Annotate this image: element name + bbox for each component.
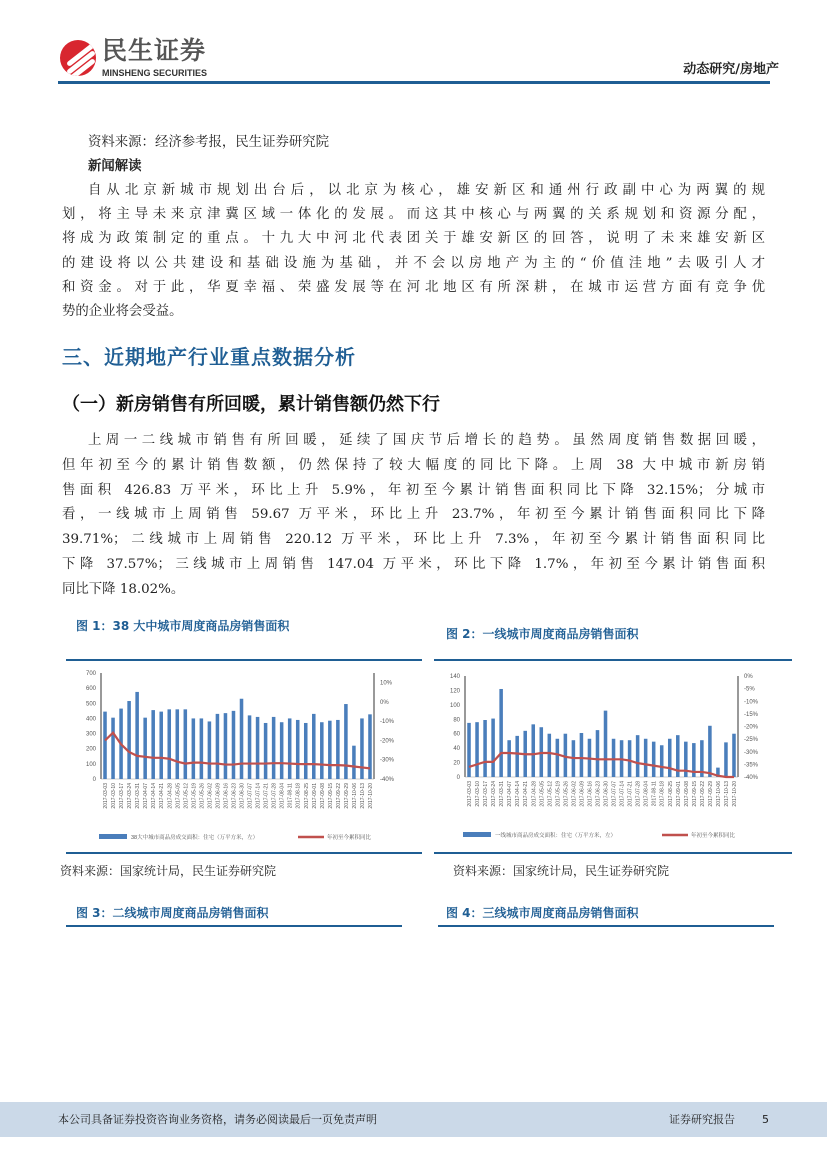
figure-2-bottom-rule bbox=[434, 852, 792, 854]
y2-tick-label: -20% bbox=[380, 738, 395, 745]
bar bbox=[636, 735, 640, 777]
x-tick-label: 2017-06-23 bbox=[595, 781, 602, 807]
x-tick-label: 2017-03-10 bbox=[475, 781, 482, 807]
x-tick-label: 2017-07-21 bbox=[627, 781, 634, 807]
logo-text-cn: 民生证券 bbox=[102, 36, 207, 65]
bar bbox=[143, 718, 147, 779]
x-tick-label: 2017-03-17 bbox=[483, 781, 490, 807]
y-tick-label: 80 bbox=[453, 717, 460, 724]
x-tick-label: 2017-04-21 bbox=[159, 783, 166, 809]
text-line: 和资金。对于此，华夏幸福、荣盛发展等在河北地区有所深耕，在城市运营方面有竞争优 bbox=[62, 279, 765, 295]
y-tick-label: 0 bbox=[456, 775, 460, 781]
bar bbox=[644, 739, 648, 777]
x-tick-label: 2017-04-28 bbox=[531, 781, 538, 807]
y-tick-label: 20 bbox=[453, 760, 460, 767]
x-tick-label: 2017-08-04 bbox=[643, 781, 650, 807]
bar bbox=[336, 720, 340, 779]
x-tick-label: 2017-05-12 bbox=[547, 781, 554, 807]
y2-tick-label: -40% bbox=[380, 777, 395, 783]
y-tick-label: 60 bbox=[453, 731, 460, 738]
x-tick-label: 2017-08-11 bbox=[651, 781, 658, 807]
bar bbox=[127, 701, 131, 779]
y2-tick-label: -35% bbox=[744, 762, 759, 769]
bar bbox=[167, 709, 171, 779]
x-tick-label: 2017-05-12 bbox=[183, 783, 190, 809]
y2-tick-label: -40% bbox=[744, 775, 759, 781]
y-tick-label: 140 bbox=[449, 674, 460, 680]
x-tick-label: 2017-07-14 bbox=[619, 781, 626, 807]
x-tick-label: 2017-03-03 bbox=[467, 781, 474, 807]
text-line: 的建设将以公共建设和基础设施为基础，并不会以房地产为主的“价值洼地”去吸引人才 bbox=[62, 255, 765, 271]
x-tick-label: 2017-10-13 bbox=[359, 783, 366, 809]
x-tick-label: 2017-04-21 bbox=[523, 781, 530, 807]
x-tick-label: 2017-09-15 bbox=[327, 783, 334, 809]
x-tick-label: 2017-09-29 bbox=[343, 783, 350, 809]
minsheng-logo-icon bbox=[60, 40, 96, 76]
y-tick-label: 100 bbox=[449, 702, 460, 709]
figure-4-title: 图 4：三线城市周度商品房销售面积 bbox=[446, 906, 639, 920]
figure-2-top-rule bbox=[434, 659, 792, 661]
y-tick-label: 200 bbox=[85, 746, 96, 753]
text-line: 上周一二线城市销售有所回暖，延续了国庆节后增长的趋势。虽然周度销售数据回暖， bbox=[88, 433, 765, 448]
x-tick-label: 2017-08-18 bbox=[295, 783, 302, 809]
x-tick-label: 2017-05-26 bbox=[199, 783, 206, 809]
bar bbox=[280, 722, 284, 779]
x-tick-label: 2017-07-28 bbox=[635, 781, 642, 807]
y2-tick-label: -30% bbox=[380, 757, 395, 764]
y2-tick-label: -15% bbox=[744, 711, 759, 718]
legend-bar-swatch bbox=[99, 834, 127, 839]
figure-1-top-rule bbox=[66, 659, 422, 661]
text-line: 划，将主导未来京津冀区域一体化的发展。而这其中核心与两翼的关系规划和资源分配， bbox=[62, 207, 765, 223]
x-tick-label: 2017-03-17 bbox=[119, 783, 126, 809]
x-tick-label: 2017-05-19 bbox=[555, 781, 562, 807]
report-category: 动态研究/房地产 bbox=[683, 62, 779, 77]
figure-3-title: 图 3：二线城市周度商品房销售面积 bbox=[76, 906, 269, 920]
y-tick-label: 100 bbox=[85, 761, 96, 768]
legend-line-label: 年初至今累积同比 bbox=[327, 835, 372, 841]
x-tick-label: 2017-08-25 bbox=[667, 781, 674, 807]
bar bbox=[151, 710, 155, 779]
x-tick-label: 2017-03-31 bbox=[499, 781, 506, 807]
x-tick-label: 2017-03-10 bbox=[111, 783, 118, 809]
bar bbox=[264, 723, 268, 779]
figure-1-source: 资料来源：国家统计局，民生证券研究院 bbox=[60, 864, 277, 878]
bar bbox=[507, 740, 511, 777]
x-tick-label: 2017-09-22 bbox=[699, 781, 706, 807]
x-tick-label: 2017-09-01 bbox=[311, 783, 318, 809]
x-tick-label: 2017-10-20 bbox=[367, 783, 374, 809]
bar bbox=[556, 739, 560, 777]
bar bbox=[660, 745, 664, 777]
legend-bar-swatch bbox=[463, 832, 491, 837]
text-line: 39.71%；二线城市上周销售 220.12 万平米，环比上升 7.3%，年初至今累计销售面积同比 bbox=[62, 532, 765, 548]
bar bbox=[232, 711, 236, 779]
x-tick-label: 2017-07-28 bbox=[271, 783, 278, 809]
bar bbox=[652, 742, 656, 777]
bar bbox=[272, 717, 276, 779]
text-line: 下降 37.57%；三线城市上周销售 147.04 万平米，环比下降 1.7%，年初至今累计销售面积 bbox=[62, 557, 765, 572]
x-tick-label: 2017-06-09 bbox=[579, 781, 586, 807]
bar bbox=[320, 722, 324, 779]
footer-disclaimer: 本公司具备证券投资咨询业务资格，请务必阅读最后一页免责声明 bbox=[58, 1113, 377, 1126]
bar bbox=[192, 718, 196, 779]
x-tick-label: 2017-03-31 bbox=[135, 783, 142, 809]
logo-text-en: MINSHENG SECURITIES bbox=[102, 68, 208, 78]
x-tick-label: 2017-06-02 bbox=[207, 783, 214, 809]
x-tick-label: 2017-06-16 bbox=[587, 781, 594, 807]
y-tick-label: 700 bbox=[85, 671, 96, 677]
text-line: 将成为政策制定的重点。十九大中河北代表团关于雄安新区的回答，说明了未来雄安新区 bbox=[62, 231, 765, 247]
y2-tick-label: 0% bbox=[744, 674, 753, 680]
figure-1-chart bbox=[60, 662, 400, 847]
subsection-heading: （一）新房销售有所回暖，累计销售额仍然下行 bbox=[62, 394, 440, 415]
x-tick-label: 2017-07-21 bbox=[263, 783, 270, 809]
figure-1-bottom-rule bbox=[66, 852, 422, 854]
text-line: 看，一线城市上周销售 59.67 万平米，环比上升 23.7%，年初至今累计销售面积同比下降 bbox=[62, 507, 765, 523]
x-tick-label: 2017-03-24 bbox=[127, 783, 134, 809]
x-tick-label: 2017-09-08 bbox=[683, 781, 690, 807]
bar bbox=[111, 718, 115, 779]
x-tick-label: 2017-09-22 bbox=[335, 783, 342, 809]
bar bbox=[304, 723, 308, 779]
x-tick-label: 2017-05-05 bbox=[175, 783, 182, 809]
bar bbox=[224, 713, 228, 779]
x-tick-label: 2017-04-07 bbox=[507, 781, 514, 807]
x-tick-label: 2017-03-24 bbox=[491, 781, 498, 807]
x-tick-label: 2017-10-06 bbox=[715, 781, 722, 807]
bar bbox=[159, 712, 163, 779]
y-tick-label: 300 bbox=[85, 731, 96, 738]
bar bbox=[724, 742, 728, 777]
footer-report-type: 证券研究报告 bbox=[669, 1113, 735, 1126]
x-tick-label: 2017-07-07 bbox=[611, 781, 618, 807]
y-tick-label: 600 bbox=[85, 686, 96, 693]
y-tick-label: 40 bbox=[453, 746, 460, 753]
bar bbox=[200, 718, 204, 779]
figure-3-top-rule bbox=[66, 925, 402, 927]
x-tick-label: 2017-05-19 bbox=[191, 783, 198, 809]
x-tick-label: 2017-08-25 bbox=[303, 783, 310, 809]
page-footer bbox=[0, 1102, 827, 1137]
y2-tick-label: 0% bbox=[380, 699, 389, 706]
y-tick-label: 400 bbox=[85, 716, 96, 723]
x-tick-label: 2017-06-16 bbox=[223, 783, 230, 809]
bar bbox=[184, 709, 188, 779]
y2-tick-label: 10% bbox=[380, 680, 393, 687]
bar bbox=[499, 689, 503, 777]
text-line: 势的企业将会受益。 bbox=[62, 304, 183, 319]
bar bbox=[580, 733, 584, 777]
x-tick-label: 2017-06-02 bbox=[571, 781, 578, 807]
x-tick-label: 2017-04-07 bbox=[143, 783, 150, 809]
bar bbox=[208, 721, 212, 779]
legend-bar-label: 38大中城市商品房成交面积：住宅（万平方米，左） bbox=[131, 835, 259, 841]
x-tick-label: 2017-09-01 bbox=[675, 781, 682, 807]
x-tick-label: 2017-05-05 bbox=[539, 781, 546, 807]
text-line: 售面积 426.83 万平米，环比上升 5.9%，年初至今累计销售面积同比下降 32.15%；分城市 bbox=[62, 482, 765, 498]
section-heading: 三、近期地产行业重点数据分析 bbox=[62, 345, 356, 369]
y2-tick-label: -30% bbox=[744, 749, 759, 756]
x-tick-label: 2017-07-07 bbox=[247, 783, 254, 809]
y-tick-label: 0 bbox=[92, 777, 96, 783]
figure-2-title: 图 2：一线城市周度商品房销售面积 bbox=[446, 627, 639, 641]
x-tick-label: 2017-06-23 bbox=[231, 783, 238, 809]
text-line: 同比下降 18.02%。 bbox=[62, 581, 185, 597]
bar bbox=[596, 730, 600, 777]
x-tick-label: 2017-10-20 bbox=[731, 781, 738, 807]
x-tick-label: 2017-10-06 bbox=[351, 783, 358, 809]
news-label: 新闻解读 bbox=[88, 159, 142, 174]
page-number: 5 bbox=[762, 1113, 769, 1126]
x-tick-label: 2017-06-30 bbox=[239, 783, 246, 809]
legend-line-label: 年初至今累积同比 bbox=[691, 833, 736, 839]
bar bbox=[491, 719, 495, 777]
bar bbox=[328, 721, 332, 779]
y-tick-label: 500 bbox=[85, 701, 96, 708]
x-tick-label: 2017-03-03 bbox=[103, 783, 110, 809]
bar bbox=[312, 714, 316, 779]
header-divider bbox=[58, 81, 770, 84]
text-line: 但年初至今的累计销售数额，仍然保持了较大幅度的同比下降。上周 38 大中城市新房销 bbox=[62, 457, 765, 473]
figure-2-chart bbox=[438, 662, 778, 847]
x-tick-label: 2017-05-26 bbox=[563, 781, 570, 807]
x-tick-label: 2017-10-13 bbox=[723, 781, 730, 807]
x-tick-label: 2017-04-28 bbox=[167, 783, 174, 809]
x-tick-label: 2017-09-29 bbox=[707, 781, 714, 807]
bar bbox=[628, 740, 632, 777]
figure-1-title: 图 1：38 大中城市周度商品房销售面积 bbox=[76, 619, 290, 633]
bar bbox=[515, 736, 519, 777]
bar bbox=[483, 720, 487, 777]
bar bbox=[176, 709, 180, 779]
figure-2-source: 资料来源：国家统计局，民生证券研究院 bbox=[453, 864, 670, 878]
bar bbox=[604, 711, 608, 777]
bar bbox=[103, 712, 107, 779]
bar bbox=[548, 734, 552, 777]
bar bbox=[296, 720, 300, 779]
x-tick-label: 2017-04-14 bbox=[515, 781, 522, 807]
x-tick-label: 2017-06-30 bbox=[603, 781, 610, 807]
bar bbox=[352, 746, 356, 779]
bar bbox=[467, 723, 471, 777]
x-tick-label: 2017-06-09 bbox=[215, 783, 222, 809]
bar bbox=[612, 739, 616, 777]
bar bbox=[531, 724, 535, 777]
x-tick-label: 2017-09-08 bbox=[319, 783, 326, 809]
bar bbox=[732, 734, 736, 777]
bar bbox=[248, 715, 252, 779]
bar bbox=[708, 726, 712, 777]
y2-tick-label: -5% bbox=[744, 686, 755, 693]
x-tick-label: 2017-08-04 bbox=[279, 783, 286, 809]
bar bbox=[288, 718, 292, 779]
x-tick-label: 2017-09-15 bbox=[691, 781, 698, 807]
y-tick-label: 120 bbox=[449, 688, 460, 695]
bar bbox=[668, 739, 672, 777]
x-tick-label: 2017-07-14 bbox=[255, 783, 262, 809]
x-tick-label: 2017-08-18 bbox=[659, 781, 666, 807]
y2-tick-label: -10% bbox=[744, 699, 759, 706]
bar bbox=[256, 717, 260, 779]
bar bbox=[360, 718, 364, 779]
y2-tick-label: -20% bbox=[744, 724, 759, 731]
y2-tick-label: -25% bbox=[744, 737, 759, 744]
x-tick-label: 2017-08-11 bbox=[287, 783, 294, 809]
source-note: 资料来源：经济参考报，民生证券研究院 bbox=[88, 135, 330, 150]
bar bbox=[344, 704, 348, 779]
legend-bar-label: 一线城市商品房成交面积：住宅（万平方米，左） bbox=[495, 833, 617, 839]
text-line: 自从北京新城市规划出台后，以北京为核心，雄安新区和通州行政副中心为两翼的规 bbox=[88, 183, 765, 198]
figure-4-top-rule bbox=[438, 925, 774, 927]
bar bbox=[216, 714, 220, 779]
bar bbox=[135, 692, 139, 779]
x-tick-label: 2017-04-14 bbox=[151, 783, 158, 809]
bar bbox=[240, 699, 244, 779]
y2-tick-label: -10% bbox=[380, 719, 395, 726]
bar bbox=[475, 722, 479, 777]
